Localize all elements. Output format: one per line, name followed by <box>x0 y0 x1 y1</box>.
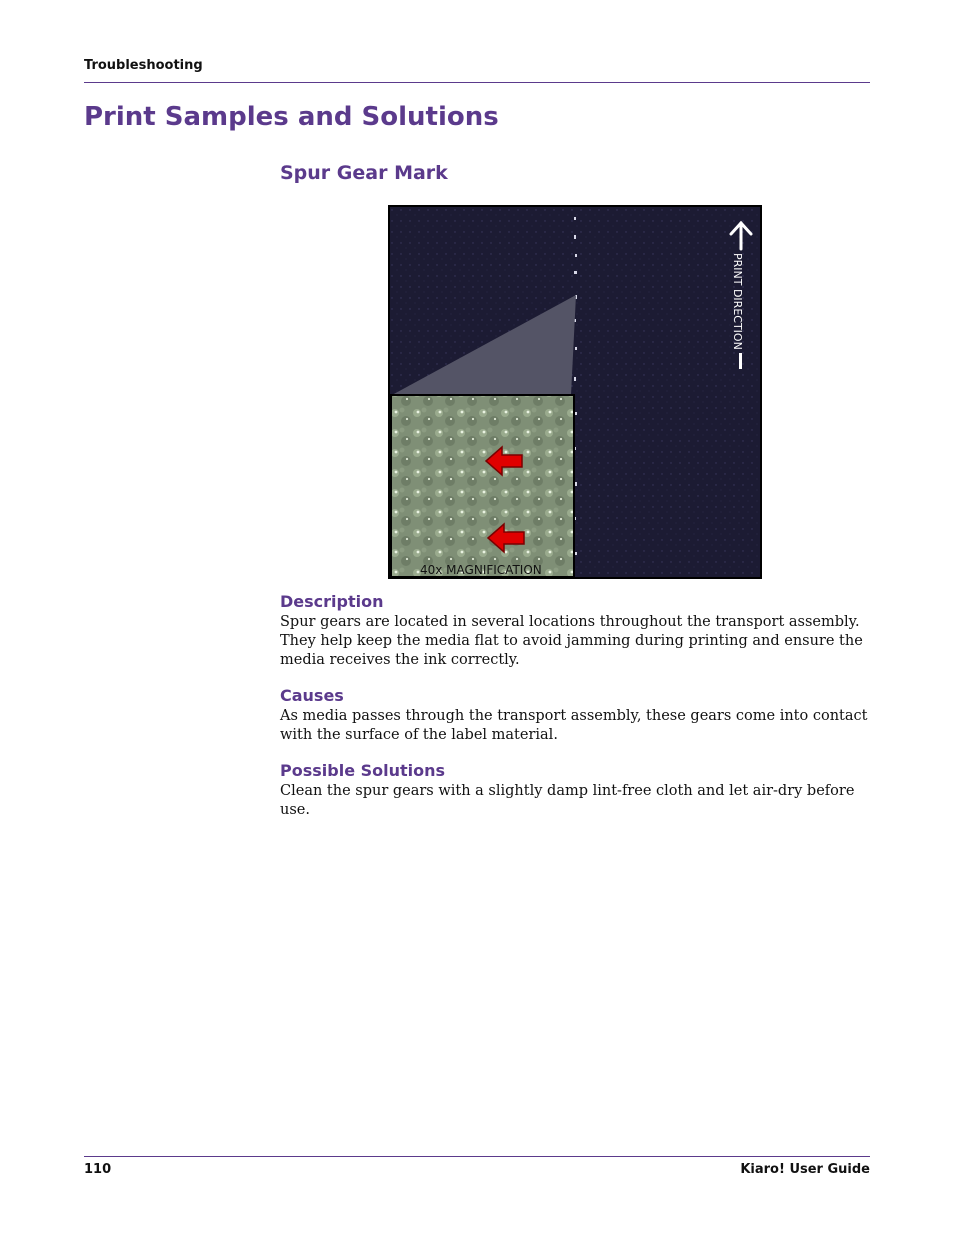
sample-illustration <box>390 207 760 577</box>
solutions-text: Clean the spur gears with a slightly damp lint-free cloth and let air-dry before use. <box>280 783 855 818</box>
causes-heading: Causes <box>280 686 344 705</box>
page-number: 110 <box>84 1162 112 1177</box>
guide-title: Kiaro! User Guide <box>740 1162 870 1177</box>
direction-tail <box>739 353 742 369</box>
description-block <box>280 592 870 670</box>
description-text: Spur gears are located in several locations throughout the transport assembly. They help keep the media flat to avoid jamming during printing and ensure the media receives the ink correctly. <box>280 614 863 668</box>
solutions-heading: Possible Solutions <box>280 761 446 780</box>
causes-block <box>280 686 870 745</box>
section-title: Spur Gear Mark <box>280 162 448 184</box>
description-heading: Description <box>280 592 384 611</box>
footer-rule <box>84 1156 870 1157</box>
magnification-label: 40x MAGNIFICATION <box>420 563 542 577</box>
content-column <box>280 592 870 820</box>
solutions-block <box>280 761 870 820</box>
causes-text: As media passes through the transport assembly, these gears come into contact with the surface of the label material. <box>280 708 868 743</box>
header-rule <box>84 82 870 83</box>
print-direction-label: PRINT DIRECTION <box>731 253 744 350</box>
spur-gear-sample-figure <box>388 205 762 579</box>
running-header: Troubleshooting <box>84 58 203 73</box>
magnified-view <box>391 395 574 577</box>
page-title: Print Samples and Solutions <box>84 102 499 132</box>
